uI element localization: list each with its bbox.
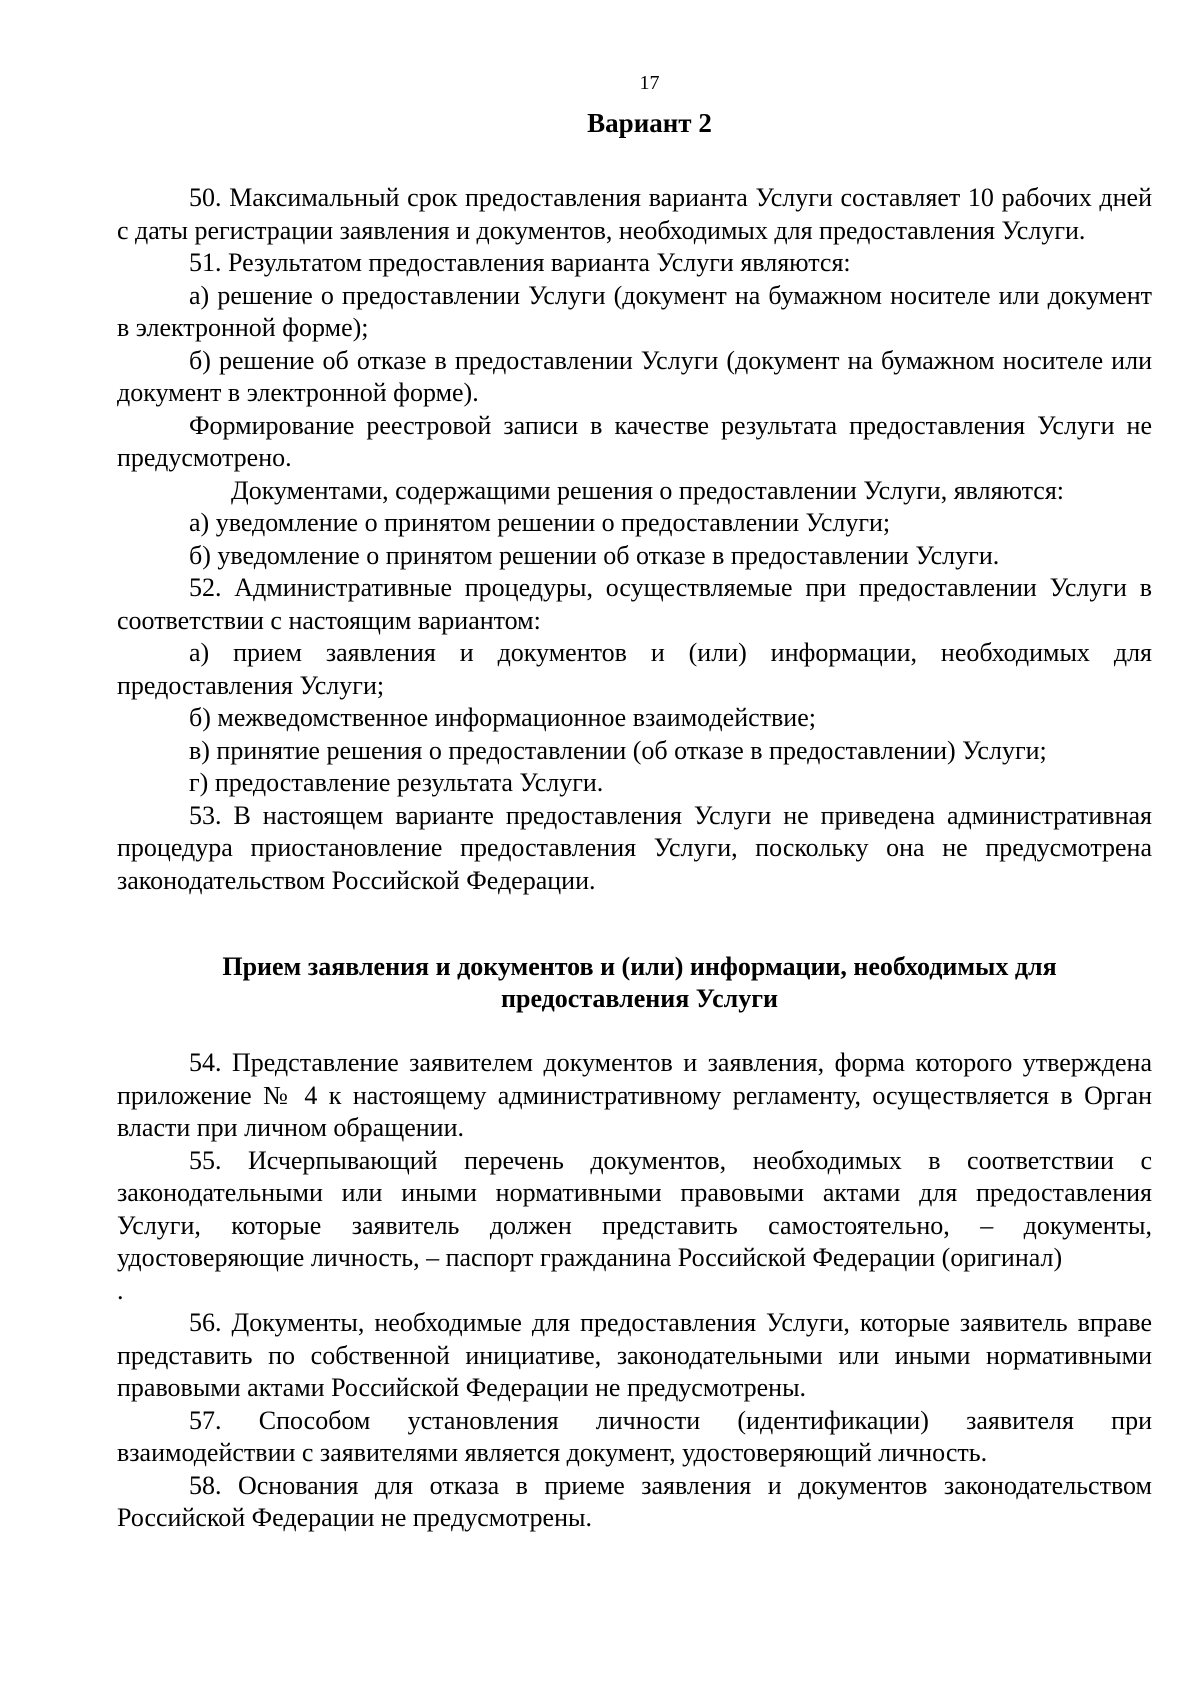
paragraph-52-v: в) принятие решения о предоставлении (об отказе в предоставлении) Услуги; <box>189 735 1047 765</box>
variant-title: Вариант 2 <box>587 108 712 138</box>
paragraph-52: 52. Административные процедуры, осуществляемые при предоставлении Услуги в соответствии с настоящим вариантом: <box>117 573 1152 635</box>
paragraph-51: 51. Результатом предоставления варианта Услуги являются: <box>189 248 851 277</box>
paragraph-notification-a: а) уведомление о принятом решении о предоставлении Услуги; <box>189 508 891 537</box>
paragraph-52-a: а) прием заявления и документов и (или) информации, необходимых для предоставления Услуги; <box>117 638 1152 700</box>
section-title: Прием заявления и документов и (или) информации, необходимых для предоставления Услуги <box>222 952 1057 1013</box>
paragraph-57: 57. Способом установления личности (идентификации) заявителя при взаимодействии с заявителями является документ, удостоверяющий личность. <box>117 1405 1152 1467</box>
paragraph-registry-record: Формирование реестровой записи в качестве результата предоставления Услуги не предусмотрено. <box>117 410 1152 472</box>
paragraph-53: 53. В настоящем варианте предоставления Услуги не приведена административная процедура приостановление предоставления Услуги, поскольку она не предусмотрена законодательством Российской Федерации. <box>117 800 1152 895</box>
paragraph-notification-b: б) уведомление о принятом решении об отказе в предоставлении Услуги. <box>189 540 1000 570</box>
paragraph-55-dot: . <box>117 1275 124 1305</box>
paragraph-52-g: г) предоставление результата Услуги. <box>189 768 604 797</box>
page-number: 17 <box>639 72 660 94</box>
paragraph-55: 55. Исчерпывающий перечень документов, необходимых в соответствии с законодательными или иными нормативными правовыми актами для предоставления Услуги, которые заявитель должен представить самостоятельно, – документы, удостоверяющие личность, – паспорт гражданина Российской Федерации (оригинал) <box>117 1145 1152 1272</box>
paragraph-56: 56. Документы, необходимые для предоставления Услуги, которые заявитель вправе представить по собственной инициативе, законодательными или иными нормативными правовыми актами Российской Федерации не предусмотрены. <box>117 1308 1152 1402</box>
paragraph-54: 54. Представление заявителем документов и заявления, форма которого утверждена приложение № 4 к настоящему административному регламенту, осуществляется в Орган власти при личном обращении. <box>117 1048 1152 1142</box>
paragraph-58: 58. Основания для отказа в приеме заявления и документов законодательством Российской Федерации не предусмотрены. <box>117 1470 1152 1532</box>
paragraph-52-b: б) межведомственное информационное взаимодействие; <box>189 703 816 732</box>
paragraph-51-b: б) решение об отказе в предоставлении Услуги (документ на бумажном носителе или документ в электронной форме). <box>117 345 1152 407</box>
paragraph-51-a: а) решение о предоставлении Услуги (документ на бумажном носителе или документ в электронной форме); <box>117 280 1152 342</box>
paragraph-decision-documents: Документами, содержащими решения о предоставлении Услуги, являются: <box>231 475 1065 505</box>
paragraph-50: 50. Максимальный срок предоставления варианта Услуги составляет 10 рабочих дней с даты регистрации заявления и документов, необходимых для предоставления Услуги. <box>117 183 1152 245</box>
